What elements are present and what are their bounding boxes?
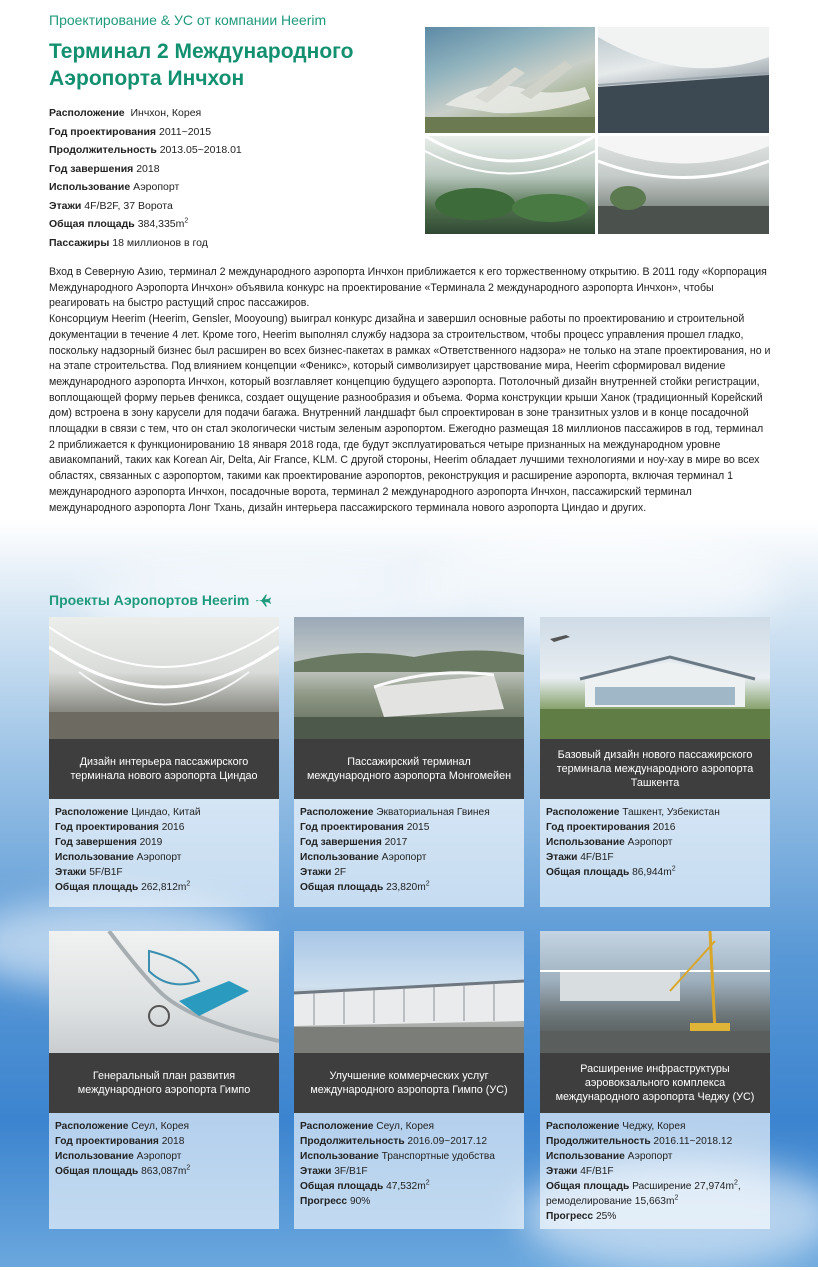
- spec-row: Пассажиры 18 миллионов в год: [49, 236, 208, 249]
- info-row: Общая площадь $47,532m^2$: [300, 1179, 430, 1192]
- jeju-construction-photo: [540, 931, 770, 1053]
- project-caption: Генеральный план развития международного аэропорта Гимпо: [49, 1053, 279, 1113]
- terminal-hall-photo: [598, 136, 769, 234]
- info-row: Использование Аэропорт: [546, 1151, 673, 1162]
- project-specs: [49, 104, 242, 252]
- info-row: Этажи 5F/B1F: [55, 867, 123, 878]
- project-card: [294, 931, 524, 1229]
- project-caption: Дизайн интерьера пассажирского терминала нового аэропорта Циндао: [49, 739, 279, 799]
- info-row: Этажи 3F/B1F: [300, 1166, 368, 1177]
- info-row: Расположение Циндао, Китай: [55, 807, 201, 818]
- project-caption: Расширение инфраструктуры аэровокзального комплекса международного аэропорта Чеджу (УС): [540, 1053, 770, 1113]
- terminal-garden-photo: [425, 136, 595, 234]
- spec-row: Общая площадь $384,335m^2$: [49, 217, 189, 230]
- article-body: [49, 265, 771, 516]
- info-row: Расположение Сеул, Корея: [55, 1121, 190, 1132]
- info-row: Год проектирования 2015: [300, 822, 430, 833]
- projects-title-text: Проекты Аэропортов Heerim: [49, 592, 250, 608]
- info-row: Использование Аэропорт: [546, 837, 673, 848]
- info-row: Продолжительность 2016.09~2017.12: [300, 1136, 488, 1147]
- airplane-icon: [255, 592, 271, 608]
- info-row: Год завершения 2017: [300, 837, 408, 848]
- title-line-2: Аэропорта Инчхон: [49, 67, 245, 90]
- info-row: Расположение Экваториальная Гвинея: [300, 807, 490, 818]
- project-card: [540, 931, 770, 1229]
- project-info: [540, 799, 770, 907]
- info-row: Использование Аэропорт: [300, 852, 427, 863]
- projects-section-title: [49, 592, 271, 608]
- info-row: Использование Аэропорт: [55, 1151, 182, 1162]
- paragraph: Консорциум Heerim (Heerim, Gensler, Mooyoung) выиграл конкурс дизайна и завершил основные работы по проектированию и строительной документации в течение 4 лет. Кроме того, Heerim выполнял службу надзора за строительством, чтобы процесс управления прошел гладко, поскольку надзорный бизнес был расширен во всех бизнес-пакетах в рамках «Ответственного надзора» не только на этапе проектирования, но и на этапе строительства. Под влиянием концепции «Феникс», который символизирует царствование мира, Heerim сформировал видение международного аэропорта Инчхон, который возглавляет концепцию будущего аэропорта. Потолочный дизайн внутренней стойки регистрации, воплощающей форму перьев феникса, создает ощущение разнообразия и объема. Форма конструкции крыши Ханок (традиционный Корейский дом) встроена в зону карусели для подачи багажа. Внутренний ландшафт был спроектирован в зоне транзитных узлов и в конце посадочной площадки в связи с тем, что он стал экологически чистым зеленым аэропортом. Ежегодно размещая 18 миллионов пассажиров в год, терминал 2 приближается к функционированию 18 января 2018 года, где будут эксплуатироваться четыре признанных на международном уровне авиакомпаний, таких как Korean Air, Delta, Air France, KLM. С другой стороны, Heerim обладает лучшими технологиями и ноу-хау в мире во всех областях, связанных с аэропортом, такими как проектирование аэропортов, реконструкция и расширение аэропорта, включая терминал 1 международного аэропорта Инчхон, посадочные ворота, терминал 2 международного аэропорта Инчхон, пассажирский терминал международного аэропорта Лонг Тхань, дизайн интерьера пассажирского терминала нового аэропорта Циндао и других.: [49, 313, 771, 514]
- title-line-1: Терминал 2 Международного: [49, 40, 354, 63]
- page-subtitle: Проектирование & УС от компании Heerim: [49, 12, 327, 28]
- info-row: Общая площадь $86,944m^2$: [546, 865, 676, 878]
- info-row: Год проектирования 2016: [55, 822, 185, 833]
- info-row: Общая площадь Расширение $27,974m^2$, ремоделирование $15,663m^2$: [546, 1179, 741, 1207]
- info-row: Этажи 2F: [300, 867, 347, 878]
- project-caption: Улучшение коммерческих услуг международного аэропорта Гимпо (УС): [294, 1053, 524, 1113]
- project-caption: Базовый дизайн нового пассажирского терминала международного аэропорта Ташкента: [540, 739, 770, 799]
- gimpo-terminal-photo: [294, 931, 524, 1053]
- project-card: [294, 617, 524, 907]
- info-row: Расположение Ташкент, Узбекистан: [546, 807, 720, 818]
- spec-row: Продолжительность 2013.05~2018.01: [49, 144, 242, 156]
- spec-row: Расположение Инчхон, Корея: [49, 107, 202, 119]
- mongomeyen-terminal-photo: [294, 617, 524, 739]
- info-row: Этажи 4F/B1F: [546, 852, 614, 863]
- page-title: [49, 38, 409, 92]
- info-row: Расположение Чеджу, Корея: [546, 1121, 686, 1132]
- spec-row: Год завершения 2018: [49, 162, 160, 175]
- info-row: Использование Аэропорт: [55, 852, 182, 863]
- project-info: [49, 799, 279, 907]
- info-row: Прогресс 90%: [300, 1196, 371, 1207]
- qingdao-interior-photo: [49, 617, 279, 739]
- info-row: Год завершения 2019: [55, 837, 163, 848]
- info-row: Продолжительность 2016.11~2018.12: [546, 1136, 733, 1147]
- spec-row: Год проектирования 2011~2015: [49, 125, 212, 138]
- info-row: Расположение Сеул, Корея: [300, 1121, 435, 1132]
- info-row: Прогресс 25%: [546, 1211, 617, 1222]
- project-card: [540, 617, 770, 907]
- project-info: [294, 1113, 524, 1229]
- tashkent-terminal-photo: [540, 617, 770, 739]
- info-row: Общая площадь $863,087m^2$: [55, 1164, 191, 1177]
- info-row: Этажи 4F/B1F: [546, 1166, 614, 1177]
- terminal-roof-photo: [598, 27, 769, 133]
- project-caption: Пассажирский терминал международного аэропорта Монгомейен: [294, 739, 524, 799]
- info-row: Год проектирования 2018: [55, 1136, 185, 1147]
- info-row: Год проектирования 2016: [546, 822, 676, 833]
- spec-row: Использование Аэропорт: [49, 181, 180, 193]
- paragraph: Вход в Северную Азию, терминал 2 международного аэропорта Инчхон приближается к его торжественному открытию. В 2011 году «Корпорация Международного Аэропорта Инчхон» объявила конкурс на проектирование «Терминала 2 международного аэропорта Инчхон», чтобы реагировать на быстро растущий спрос пассажиров.: [49, 266, 767, 310]
- project-card: [49, 931, 279, 1229]
- info-row: Использование Транспортные удобства: [300, 1151, 495, 1162]
- project-info: [49, 1113, 279, 1229]
- project-info: [294, 799, 524, 907]
- terminal-aerial-photo: [425, 27, 595, 133]
- info-row: Общая площадь $262,812m^2$: [55, 880, 191, 893]
- spec-row: Этажи 4F/B2F, 37 Ворота: [49, 199, 173, 212]
- info-row: Общая площадь $23,820m^2$: [300, 880, 430, 893]
- gimpo-master-plan-photo: [49, 931, 279, 1053]
- project-card: [49, 617, 279, 907]
- project-info: [540, 1113, 770, 1229]
